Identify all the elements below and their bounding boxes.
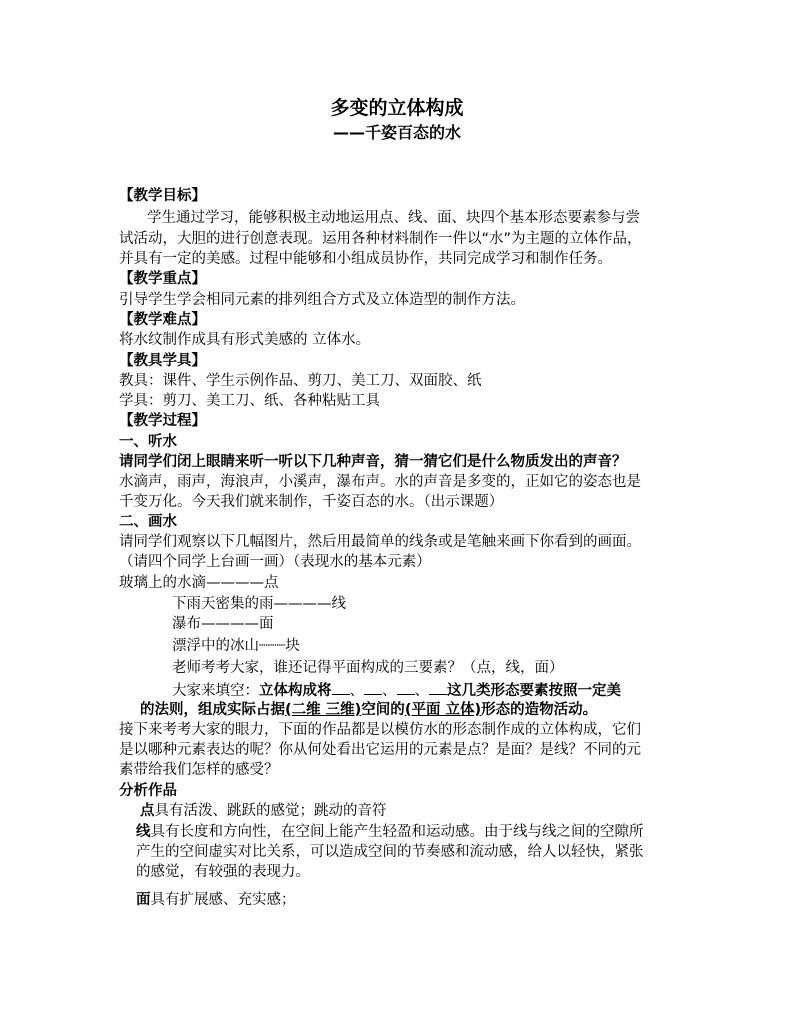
difficulty-text: 将水纹制作成具有形式美感的 立体水。 [119, 332, 371, 348]
tools-heading: 【教具学具】 [119, 353, 206, 369]
fill-blank-4[interactable] [429, 680, 447, 695]
line-analysis-line3: 的感觉，有较强的表现力。 [136, 864, 310, 880]
fill-option-form: (平面 立体) [404, 702, 482, 718]
face-key: 面 [136, 892, 151, 908]
fill-blank-3[interactable] [397, 680, 415, 695]
dot-analysis [140, 801, 387, 821]
goal-heading: 【教学目标】 [119, 188, 206, 204]
line-analysis-line2: 产生的空间虚实对比关系，可以造成空间的节奏感和流动感，给人以轻快，紧张 [136, 844, 644, 860]
part1-heading: 一、听水 [119, 434, 177, 450]
part1-line2: 千变万化。今天我们就来制作，千姿百态的水。（出示课题） [119, 494, 504, 510]
dot-text: 具有活泼、跳跃的感觉；跳动的音符 [154, 803, 387, 819]
element-item-line: 下雨天密集的雨————线 [172, 596, 346, 612]
key-text: 引导学生学会相同元素的排列组合方式及立体造型的制作方法。 [119, 292, 525, 308]
line-analysis-line1 [136, 822, 644, 842]
page-title: 多变的立体构成 [330, 97, 464, 119]
part1-question: 请同学们闭上眼睛来听一听以下几种声音，猜一猜它们是什么物质发出的声音？ [119, 454, 627, 470]
fill-part1: 立体构成将 [259, 683, 332, 699]
element-item-face: 瀑布————面 [172, 616, 274, 632]
fill-separator: 、 [414, 683, 429, 699]
page-subtitle: ——千姿百态的水 [332, 123, 461, 142]
fill-in-line2 [140, 700, 597, 720]
next-line1: 接下来考考大家的眼力，下面的作品都是以模仿水的形态制作成的立体构成，它们 [119, 722, 641, 738]
teacher-question: 老师考考大家，谁还记得平面构成的三要素？（点，线，面） [172, 660, 564, 676]
analysis-heading: 分析作品 [119, 783, 177, 799]
process-heading: 【教学过程】 [119, 413, 206, 429]
key-heading: 【教学重点】 [119, 271, 206, 287]
fill-line2-c: 形态的造物活动。 [481, 702, 598, 718]
element-item-dot: 玻璃上的水滴————点 [119, 575, 279, 591]
face-text: 具有扩展感、充实感； [150, 892, 296, 908]
fill-line2-b: 空间的 [361, 702, 405, 718]
goal-text-line2: 试活动，大胆的进行创意表现。运用各种材料制作一件以“水”为主题的立体作品， [119, 231, 642, 247]
fill-blank-1[interactable] [332, 680, 350, 695]
part1-line1: 水滴声，雨声，海浪声，小溪声，瀑布声。水的声音是多变的，正如它的姿态也是 [119, 474, 641, 490]
goal-text-line1: 学生通过学习，能够积极主动地运用点、线、面、块四个基本形态要素参与尝 [147, 210, 640, 226]
goal-text-line3: 并具有一定的美感。过程中能够和小组成员协作，共同完成学习和制作任务。 [119, 251, 612, 267]
next-line3: 素带给我们怎样的感受？ [119, 762, 279, 778]
fill-line2-a: 的法则，组成实际占据 [140, 702, 285, 718]
fill-in-line1 [172, 680, 621, 701]
fill-lead: 大家来填空： [172, 683, 259, 699]
tools-student: 学具：剪刀、美工刀、纸、各种粘贴工具 [119, 393, 380, 409]
difficulty-heading: 【教学难点】 [119, 312, 206, 328]
line-key: 线 [136, 824, 151, 840]
part2-line2: （请四个同学上台画一画）（表现水的基本元素） [119, 554, 431, 570]
fill-blank-2[interactable] [364, 680, 382, 695]
part2-line1: 请同学们观察以下几幅图片，然后用最简单的线条或是笔触来画下你看到的画面。 [119, 534, 641, 550]
face-analysis [136, 890, 296, 910]
element-item-block: 漂浮中的冰山┈┈┈块 [172, 638, 300, 654]
fill-separator: 、 [349, 683, 364, 699]
line-text1: 具有长度和方向性，在空间上能产生轻盈和运动感。由于线与线之间的空隙所 [150, 824, 644, 840]
tools-teacher: 教具：课件、学生示例作品、剪刀、美工刀、双面胶、纸 [119, 373, 482, 389]
dot-key: 点 [140, 803, 155, 819]
fill-part2: 这几类形态要素按照一定美 [447, 683, 621, 699]
fill-separator: 、 [382, 683, 397, 699]
next-line2: 是以哪种元素表达的呢？你从何处看出它运用的元素是点？是面？是线？不同的元 [119, 742, 641, 758]
fill-option-dimension: (二维 三维) [285, 702, 362, 718]
part2-heading: 二、画水 [119, 514, 177, 530]
